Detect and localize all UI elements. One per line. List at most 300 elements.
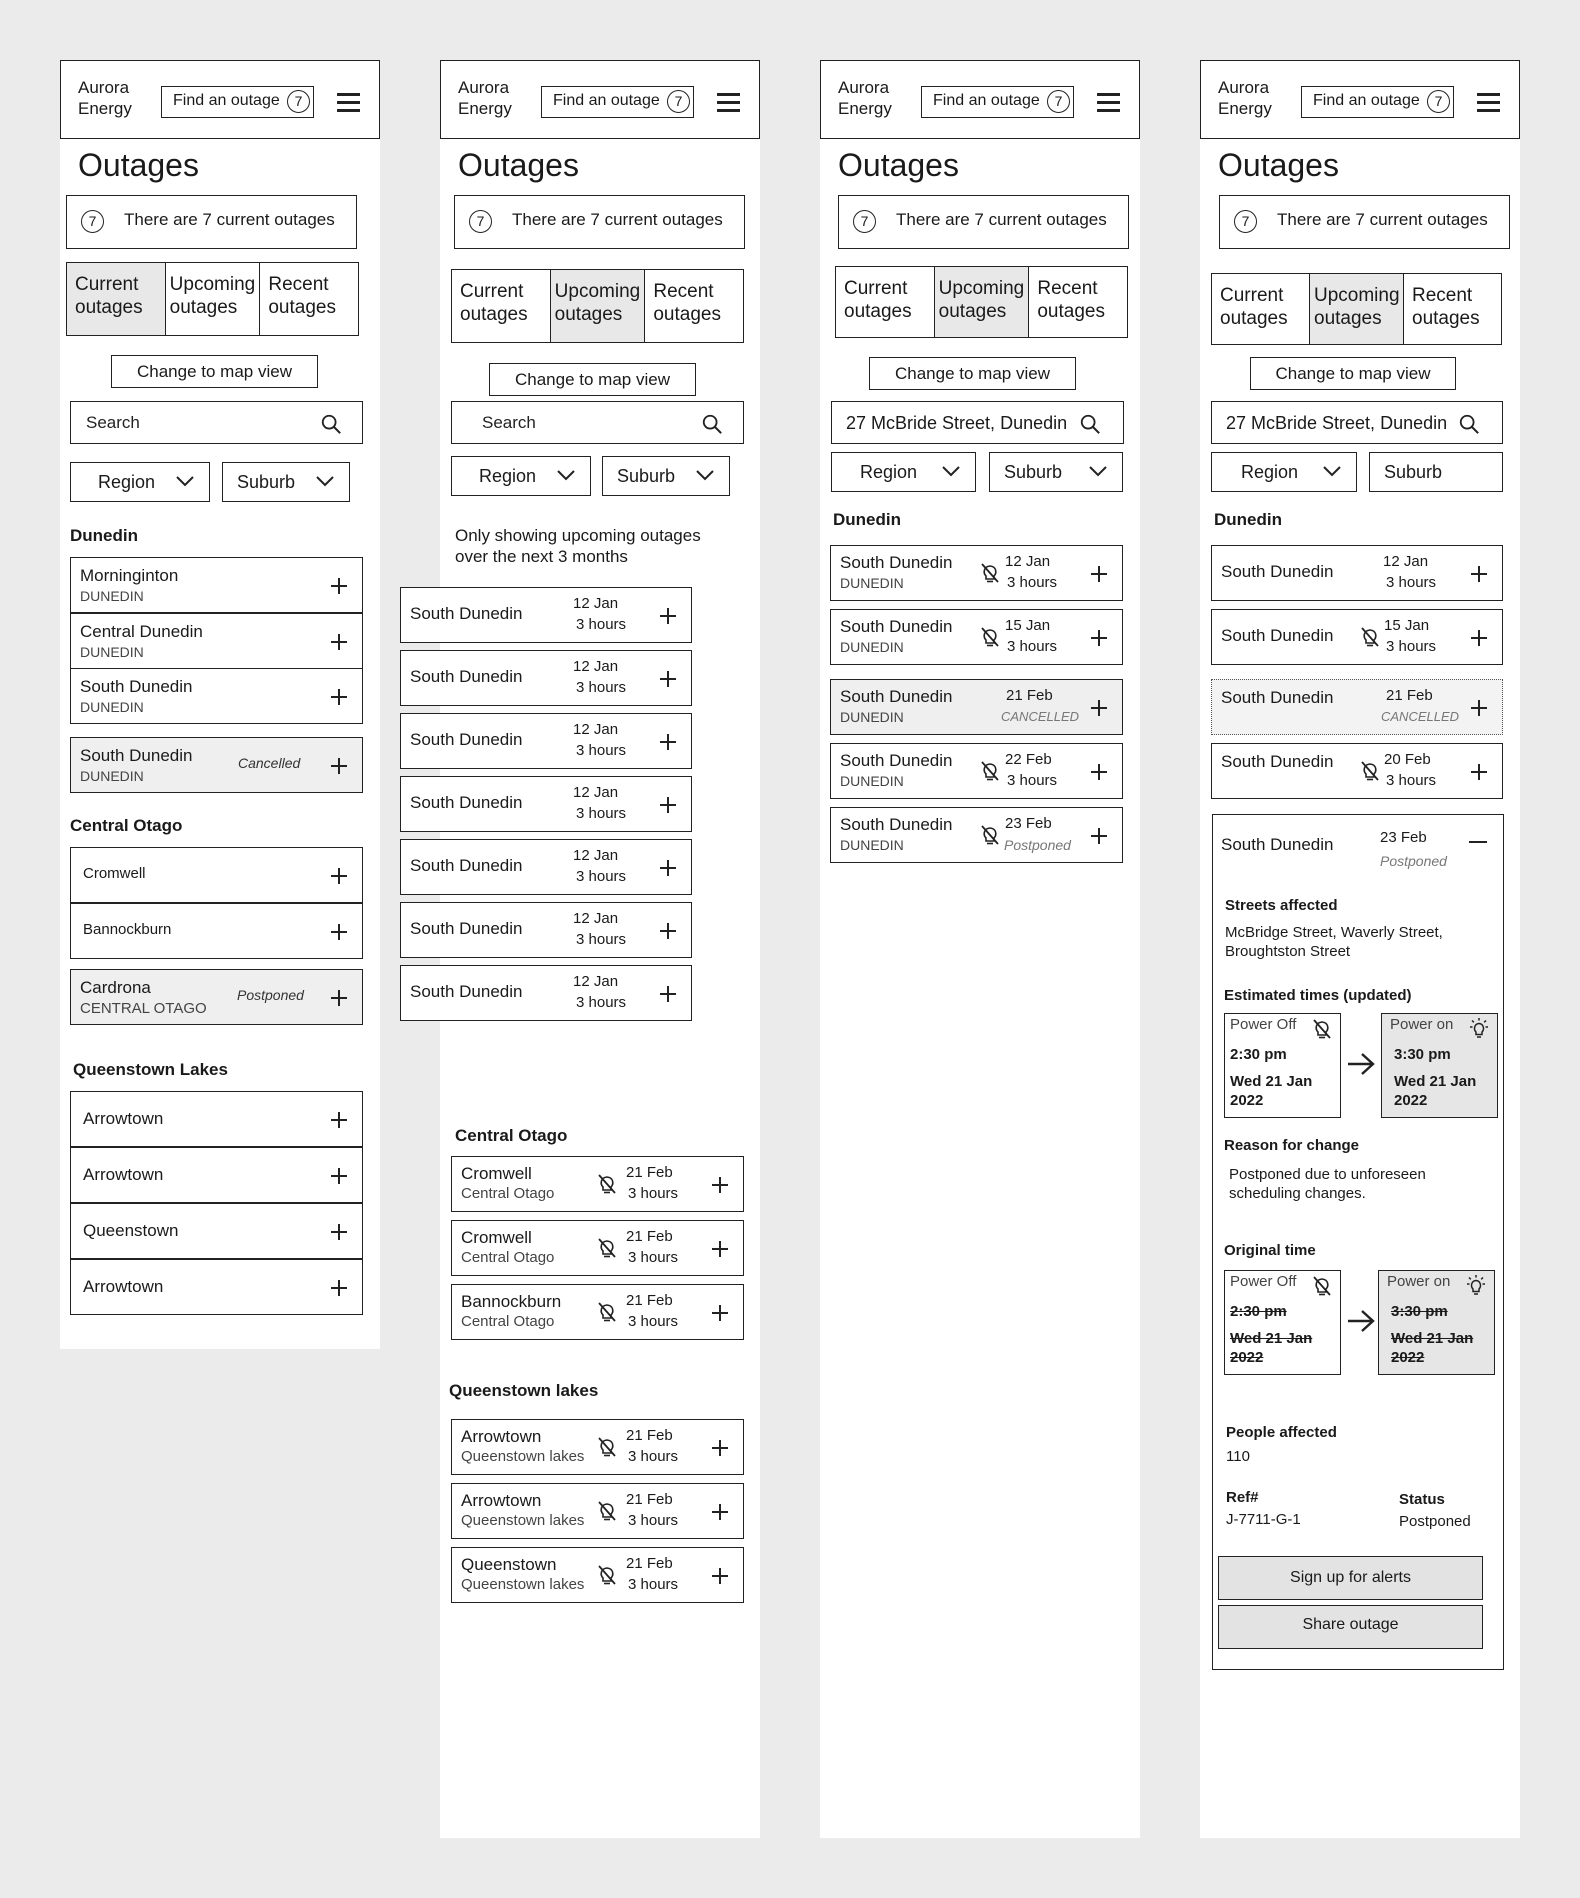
row-date: 21 Feb bbox=[626, 1228, 673, 1245]
expand-plus-icon[interactable] bbox=[1471, 566, 1487, 582]
power-on-icon bbox=[1467, 1017, 1491, 1041]
outage-row-postponed[interactable] bbox=[70, 969, 363, 1025]
outage-row[interactable] bbox=[1211, 545, 1503, 601]
outage-row[interactable] bbox=[400, 587, 692, 643]
map-view-button[interactable]: Change to map view bbox=[111, 355, 318, 388]
expand-plus-icon[interactable] bbox=[712, 1305, 728, 1321]
row-duration: 3 hours bbox=[628, 1512, 679, 1529]
power-off-icon bbox=[1358, 759, 1382, 783]
outage-row[interactable] bbox=[451, 1220, 744, 1276]
sign-up-alerts-button[interactable]: Sign up for alerts bbox=[1218, 1556, 1483, 1600]
ref-label: Ref# bbox=[1226, 1489, 1259, 1506]
app-header bbox=[1200, 60, 1520, 139]
suburb-dropdown[interactable] bbox=[222, 462, 350, 502]
status-label: Status bbox=[1399, 1491, 1445, 1508]
power-off-label: Power Off bbox=[1230, 1016, 1297, 1033]
outage-tabs bbox=[66, 262, 359, 336]
expand-plus-icon[interactable] bbox=[660, 986, 676, 1002]
row-date: 23 Feb bbox=[1005, 815, 1052, 832]
summary-text: There are 7 current outages bbox=[1277, 210, 1488, 229]
power-on-date: Wed 21 Jan 2022 bbox=[1394, 1073, 1477, 1109]
power-on-label: Power on bbox=[1390, 1016, 1454, 1033]
people-affected-label: People affected bbox=[1226, 1424, 1337, 1441]
row-name: Cromwell bbox=[461, 1164, 532, 1183]
outage-row[interactable] bbox=[451, 1284, 744, 1340]
expand-plus-icon[interactable] bbox=[331, 578, 347, 594]
row-name: South Dunedin bbox=[410, 793, 523, 812]
expand-plus-icon[interactable] bbox=[712, 1504, 728, 1520]
outage-count-badge: 7 bbox=[469, 210, 492, 233]
tab-upcoming-outages[interactable]: Upcoming outages bbox=[551, 270, 646, 342]
outage-row[interactable] bbox=[70, 557, 363, 613]
row-duration: 3 hours bbox=[628, 1576, 679, 1593]
original-on-time: 3:30 pm bbox=[1391, 1303, 1448, 1320]
row-name: South Dunedin bbox=[1221, 626, 1334, 645]
outage-count-badge: 7 bbox=[853, 210, 876, 233]
row-name: South Dunedin bbox=[840, 687, 953, 706]
row-name: South Dunedin bbox=[410, 730, 523, 749]
outage-row[interactable] bbox=[830, 743, 1123, 799]
row-region: DUNEDIN bbox=[840, 639, 904, 655]
hamburger-menu-icon[interactable] bbox=[1477, 93, 1500, 112]
expand-plus-icon[interactable] bbox=[660, 671, 676, 687]
row-status: Postponed bbox=[1380, 853, 1447, 869]
row-duration: 3 hours bbox=[1386, 772, 1437, 789]
expand-plus-icon[interactable] bbox=[712, 1241, 728, 1257]
expand-plus-icon[interactable] bbox=[660, 860, 676, 876]
chevron-down-icon bbox=[1322, 464, 1342, 478]
outage-count-badge: 7 bbox=[287, 90, 310, 113]
expand-plus-icon[interactable] bbox=[331, 758, 347, 774]
row-date: 21 Feb bbox=[1386, 687, 1433, 704]
page-title: Outages bbox=[1218, 147, 1339, 183]
row-region: DUNEDIN bbox=[80, 588, 144, 604]
original-off-date: Wed 21 Jan 2022 bbox=[1230, 1330, 1313, 1366]
row-date: 12 Jan bbox=[573, 973, 619, 990]
expand-plus-icon[interactable] bbox=[331, 868, 347, 884]
row-name: South Dunedin bbox=[840, 617, 953, 636]
outage-count-badge: 7 bbox=[1234, 210, 1257, 233]
expand-plus-icon[interactable] bbox=[331, 1168, 347, 1184]
suburb-label: Suburb bbox=[1384, 462, 1443, 482]
outage-row[interactable] bbox=[70, 1147, 363, 1203]
row-status: Postponed bbox=[1004, 837, 1071, 853]
row-region: Queenstown lakes bbox=[461, 1576, 585, 1593]
expand-plus-icon[interactable] bbox=[660, 608, 676, 624]
row-name: Arrowtown bbox=[461, 1427, 542, 1446]
power-off-date: Wed 21 Jan 2022 bbox=[1230, 1073, 1313, 1109]
search-icon[interactable] bbox=[1079, 413, 1101, 435]
row-duration: 3 hours bbox=[1007, 638, 1058, 655]
search-value: 27 McBride Street, Dunedin bbox=[1226, 413, 1448, 433]
row-duration: 3 hours bbox=[628, 1185, 679, 1202]
chevron-down-icon bbox=[695, 468, 715, 482]
row-date: 12 Jan bbox=[1383, 553, 1429, 570]
row-duration: 3 hours bbox=[628, 1448, 679, 1465]
row-duration: 3 hours bbox=[576, 679, 627, 696]
power-off-icon bbox=[595, 1435, 619, 1459]
section-central-otago: Central Otago bbox=[70, 816, 183, 835]
row-name: South Dunedin bbox=[410, 919, 523, 938]
row-name: Arrowtown bbox=[83, 1109, 164, 1128]
chevron-down-icon bbox=[941, 464, 961, 478]
search-placeholder: Search bbox=[482, 413, 536, 432]
power-off-time-value: 2:30 pm bbox=[1230, 1046, 1287, 1063]
summary-text: There are 7 current outages bbox=[124, 210, 335, 229]
map-view-button[interactable]: Change to map view bbox=[869, 357, 1076, 390]
row-name: Cromwell bbox=[461, 1228, 532, 1247]
expand-plus-icon[interactable] bbox=[1471, 764, 1487, 780]
row-name: South Dunedin bbox=[80, 746, 193, 765]
row-name: South Dunedin bbox=[1221, 835, 1334, 854]
estimated-times-label: Estimated times (updated) bbox=[1224, 987, 1412, 1004]
outage-row[interactable] bbox=[70, 1203, 363, 1259]
expand-plus-icon[interactable] bbox=[331, 1280, 347, 1296]
brand-name: Aurora Energy bbox=[78, 78, 132, 118]
screen-outage-detail bbox=[1200, 60, 1520, 1838]
brand-name: Aurora Energy bbox=[458, 78, 512, 118]
streets-affected-label: Streets affected bbox=[1225, 897, 1338, 914]
tab-current-outages[interactable]: Current outages bbox=[1212, 274, 1310, 344]
row-duration: 3 hours bbox=[1386, 574, 1437, 591]
outage-count-badge: 7 bbox=[667, 90, 690, 113]
row-name: Bannockburn bbox=[83, 921, 172, 938]
row-duration: 3 hours bbox=[1007, 574, 1058, 591]
find-outage-button[interactable] bbox=[1301, 86, 1454, 118]
row-date: 20 Feb bbox=[1384, 751, 1431, 768]
region-label: Region bbox=[479, 466, 537, 486]
outage-tabs bbox=[451, 269, 744, 343]
outage-row-postponed[interactable] bbox=[830, 807, 1123, 863]
find-outage-label: Find an outage bbox=[933, 92, 1040, 109]
row-region: DUNEDIN bbox=[80, 644, 144, 660]
row-date: 12 Jan bbox=[573, 721, 619, 738]
row-name: South Dunedin bbox=[80, 677, 193, 696]
row-name: South Dunedin bbox=[840, 751, 953, 770]
row-date: 12 Jan bbox=[573, 910, 619, 927]
outage-row[interactable] bbox=[830, 609, 1123, 665]
section-queenstown-lakes: Queenstown Lakes bbox=[73, 1060, 228, 1079]
row-name: South Dunedin bbox=[1221, 752, 1334, 771]
tab-recent-outages[interactable]: Recent outages bbox=[268, 274, 336, 318]
row-name: South Dunedin bbox=[1221, 688, 1334, 707]
row-name: South Dunedin bbox=[410, 856, 523, 875]
power-on-time-value: 3:30 pm bbox=[1394, 1046, 1451, 1063]
app-header bbox=[820, 60, 1140, 139]
row-date: 21 Feb bbox=[626, 1427, 673, 1444]
outage-row[interactable] bbox=[400, 776, 692, 832]
row-name: Arrowtown bbox=[83, 1165, 164, 1184]
outage-row[interactable] bbox=[830, 545, 1123, 601]
outage-row[interactable] bbox=[1211, 743, 1503, 799]
region-label: Region bbox=[98, 472, 156, 492]
hamburger-menu-icon[interactable] bbox=[337, 93, 360, 112]
row-name: Cardrona bbox=[80, 978, 151, 997]
row-date: 12 Jan bbox=[573, 658, 619, 675]
row-region: Central Otago bbox=[461, 1185, 555, 1202]
row-name: Cromwell bbox=[83, 865, 146, 882]
expand-plus-icon[interactable] bbox=[712, 1440, 728, 1456]
power-on-icon bbox=[1464, 1274, 1488, 1298]
outage-row[interactable] bbox=[400, 965, 692, 1021]
outage-row[interactable] bbox=[451, 1547, 744, 1603]
tab-upcoming-outages[interactable]: Upcoming outages bbox=[166, 263, 261, 335]
row-status: CANCELLED bbox=[1381, 709, 1460, 724]
region-dropdown[interactable] bbox=[70, 462, 210, 502]
brand-name: Aurora Energy bbox=[1218, 78, 1272, 118]
row-name: South Dunedin bbox=[410, 667, 523, 686]
power-on-label: Power on bbox=[1387, 1273, 1451, 1290]
chevron-down-icon bbox=[315, 474, 335, 488]
expand-plus-icon[interactable] bbox=[1091, 828, 1107, 844]
row-date: 21 Feb bbox=[626, 1292, 673, 1309]
row-region: Central Otago bbox=[461, 1313, 555, 1330]
outage-row[interactable] bbox=[451, 1419, 744, 1475]
expand-plus-icon[interactable] bbox=[331, 1112, 347, 1128]
row-duration: 3 hours bbox=[576, 742, 627, 759]
search-input[interactable] bbox=[70, 401, 363, 444]
row-duration: 3 hours bbox=[576, 868, 627, 885]
page-title: Outages bbox=[458, 147, 579, 183]
row-duration: 3 hours bbox=[576, 616, 627, 633]
expand-plus-icon[interactable] bbox=[331, 634, 347, 650]
region-dropdown[interactable] bbox=[1211, 452, 1357, 492]
expand-plus-icon[interactable] bbox=[331, 689, 347, 705]
power-off-icon bbox=[978, 561, 1002, 585]
outage-row-cancelled[interactable] bbox=[830, 679, 1123, 735]
outage-summary bbox=[838, 195, 1129, 249]
suburb-label: Suburb bbox=[237, 472, 296, 492]
search-input[interactable] bbox=[1211, 401, 1503, 444]
expand-plus-icon[interactable] bbox=[712, 1177, 728, 1193]
row-region: CENTRAL OTAGO bbox=[80, 1000, 207, 1017]
upcoming-note: Only showing upcoming outages over the next 3 months bbox=[455, 526, 701, 566]
outage-row[interactable] bbox=[70, 668, 363, 724]
streets-affected: McBridge Street, Waverly Street, Broughtston Street bbox=[1225, 924, 1443, 960]
row-date: 12 Jan bbox=[1005, 553, 1051, 570]
row-status: Cancelled bbox=[238, 755, 301, 771]
outage-summary bbox=[66, 195, 357, 249]
row-date: 15 Jan bbox=[1005, 617, 1051, 634]
share-outage-button[interactable]: Share outage bbox=[1218, 1605, 1483, 1649]
brand-name: Aurora Energy bbox=[838, 78, 892, 118]
find-outage-button[interactable] bbox=[921, 86, 1074, 118]
outage-summary bbox=[1219, 195, 1510, 249]
row-duration: 3 hours bbox=[628, 1249, 679, 1266]
search-input[interactable] bbox=[831, 401, 1124, 444]
row-region: DUNEDIN bbox=[80, 699, 144, 715]
expand-plus-icon[interactable] bbox=[660, 734, 676, 750]
expand-plus-icon[interactable] bbox=[660, 797, 676, 813]
original-off-time: 2:30 pm bbox=[1230, 1303, 1287, 1320]
expand-plus-icon[interactable] bbox=[331, 924, 347, 940]
expand-plus-icon[interactable] bbox=[1471, 630, 1487, 646]
suburb-field[interactable] bbox=[1369, 452, 1503, 492]
expand-plus-icon[interactable] bbox=[1091, 764, 1107, 780]
chevron-down-icon bbox=[1088, 464, 1108, 478]
find-outage-button[interactable] bbox=[541, 86, 694, 118]
search-icon[interactable] bbox=[1458, 413, 1480, 435]
page-title: Outages bbox=[78, 147, 199, 183]
outage-row[interactable] bbox=[400, 650, 692, 706]
chevron-down-icon bbox=[556, 468, 576, 482]
screen-search-results bbox=[820, 60, 1140, 1838]
original-power-on-time bbox=[1378, 1270, 1495, 1375]
tab-recent-outages[interactable]: Recent outages bbox=[1037, 278, 1105, 322]
ref-value: J-7711-G-1 bbox=[1226, 1511, 1301, 1528]
find-outage-label: Find an outage bbox=[553, 92, 660, 109]
expand-plus-icon[interactable] bbox=[660, 923, 676, 939]
outage-row[interactable] bbox=[400, 902, 692, 958]
row-name: Central Dunedin bbox=[80, 622, 203, 641]
tab-upcoming-outages[interactable]: Upcoming outages bbox=[1310, 274, 1404, 344]
row-date: 12 Jan bbox=[573, 784, 619, 801]
row-region: DUNEDIN bbox=[80, 768, 144, 784]
expand-plus-icon[interactable] bbox=[331, 990, 347, 1006]
map-view-button[interactable]: Change to map view bbox=[1250, 357, 1456, 390]
row-status: Postponed bbox=[237, 987, 304, 1003]
suburb-dropdown[interactable] bbox=[989, 452, 1123, 492]
search-value: 27 McBride Street, Dunedin bbox=[846, 413, 1068, 433]
outage-row-cancelled[interactable] bbox=[1211, 679, 1503, 735]
hamburger-menu-icon[interactable] bbox=[1097, 93, 1120, 112]
power-off-icon bbox=[595, 1563, 619, 1587]
power-off-time bbox=[1224, 1013, 1341, 1118]
search-icon[interactable] bbox=[701, 413, 723, 435]
original-power-off-time bbox=[1224, 1270, 1341, 1375]
find-outage-button[interactable] bbox=[161, 86, 314, 118]
suburb-dropdown[interactable] bbox=[602, 456, 730, 496]
outage-row[interactable] bbox=[70, 903, 363, 959]
row-region: DUNEDIN bbox=[840, 837, 904, 853]
row-name: Morninginton bbox=[80, 566, 179, 585]
power-off-icon bbox=[595, 1499, 619, 1523]
row-date: 21 Feb bbox=[626, 1164, 673, 1181]
outage-row[interactable] bbox=[70, 1259, 363, 1315]
arrow-right-icon bbox=[1346, 1051, 1376, 1077]
outage-tabs bbox=[1211, 273, 1502, 345]
arrow-right-icon bbox=[1346, 1308, 1376, 1334]
region-dropdown[interactable] bbox=[451, 456, 591, 496]
app-header bbox=[440, 60, 760, 139]
row-duration: 3 hours bbox=[576, 994, 627, 1011]
reason-label: Reason for change bbox=[1224, 1137, 1360, 1154]
power-off-label: Power Off bbox=[1230, 1273, 1297, 1290]
tab-current-outages[interactable]: Current outages bbox=[452, 270, 551, 342]
section-queenstown-lakes: Queenstown lakes bbox=[449, 1381, 599, 1400]
power-off-icon bbox=[595, 1172, 619, 1196]
row-duration: 3 hours bbox=[1386, 638, 1437, 655]
screen-upcoming-outages bbox=[410, 60, 760, 1838]
original-on-date: Wed 21 Jan 2022 bbox=[1391, 1330, 1474, 1366]
outage-row[interactable] bbox=[451, 1156, 744, 1212]
search-icon[interactable] bbox=[320, 413, 342, 435]
section-dunedin: Dunedin bbox=[1214, 510, 1282, 529]
summary-text: There are 7 current outages bbox=[512, 210, 723, 229]
outage-row[interactable] bbox=[1211, 609, 1503, 665]
tab-recent-outages[interactable]: Recent outages bbox=[1412, 285, 1480, 329]
row-name: South Dunedin bbox=[840, 815, 953, 834]
outage-row[interactable] bbox=[70, 1091, 363, 1147]
collapse-minus-icon[interactable] bbox=[1469, 841, 1487, 843]
row-date: 21 Feb bbox=[626, 1491, 673, 1508]
row-duration: 3 hours bbox=[576, 931, 627, 948]
power-off-icon bbox=[1310, 1017, 1334, 1041]
power-off-icon bbox=[1310, 1274, 1334, 1298]
outage-row-cancelled[interactable] bbox=[70, 737, 363, 793]
row-region: DUNEDIN bbox=[840, 709, 904, 725]
expand-plus-icon[interactable] bbox=[1091, 630, 1107, 646]
find-outage-label: Find an outage bbox=[1313, 92, 1420, 109]
row-name: Arrowtown bbox=[83, 1277, 164, 1296]
tab-current-outages[interactable]: Current outages bbox=[67, 263, 166, 335]
hamburger-menu-icon[interactable] bbox=[717, 93, 740, 112]
expand-plus-icon[interactable] bbox=[1091, 566, 1107, 582]
row-name: Arrowtown bbox=[461, 1491, 542, 1510]
expand-plus-icon[interactable] bbox=[1471, 700, 1487, 716]
power-off-icon bbox=[1358, 625, 1382, 649]
tab-upcoming-outages[interactable]: Upcoming outages bbox=[935, 267, 1030, 337]
chevron-down-icon bbox=[175, 474, 195, 488]
row-date: 23 Feb bbox=[1380, 829, 1427, 846]
section-central-otago: Central Otago bbox=[455, 1126, 568, 1145]
find-outage-label: Find an outage bbox=[173, 92, 280, 109]
outage-detail-card bbox=[1212, 814, 1504, 1670]
outage-count-badge: 7 bbox=[81, 210, 104, 233]
tab-current-outages[interactable]: Current outages bbox=[836, 267, 935, 337]
row-duration: 3 hours bbox=[576, 805, 627, 822]
power-off-icon bbox=[978, 823, 1002, 847]
row-region: Central Otago bbox=[461, 1249, 555, 1266]
outage-row[interactable] bbox=[451, 1483, 744, 1539]
app-header bbox=[60, 60, 380, 139]
expand-plus-icon[interactable] bbox=[331, 1224, 347, 1240]
power-off-icon bbox=[978, 625, 1002, 649]
outage-count-badge: 7 bbox=[1427, 90, 1450, 113]
search-placeholder: Search bbox=[86, 413, 140, 432]
row-name: South Dunedin bbox=[410, 604, 523, 623]
outage-count-badge: 7 bbox=[1047, 90, 1070, 113]
row-name: Bannockburn bbox=[461, 1292, 562, 1311]
map-view-button[interactable]: Change to map view bbox=[489, 363, 696, 396]
outage-row[interactable] bbox=[400, 713, 692, 769]
row-region: Queenstown lakes bbox=[461, 1448, 585, 1465]
row-name: Queenstown bbox=[83, 1221, 179, 1240]
row-date: 12 Jan bbox=[573, 595, 619, 612]
outage-row[interactable] bbox=[70, 847, 363, 903]
expand-plus-icon[interactable] bbox=[712, 1568, 728, 1584]
row-duration: 3 hours bbox=[628, 1313, 679, 1330]
region-label: Region bbox=[860, 462, 918, 482]
row-name: South Dunedin bbox=[840, 553, 953, 572]
row-region: DUNEDIN bbox=[840, 575, 904, 591]
original-time-label: Original time bbox=[1224, 1242, 1316, 1259]
region-dropdown[interactable] bbox=[831, 452, 976, 492]
power-off-icon bbox=[595, 1236, 619, 1260]
expand-plus-icon[interactable] bbox=[1091, 700, 1107, 716]
tab-recent-outages[interactable]: Recent outages bbox=[653, 281, 721, 325]
search-input[interactable] bbox=[451, 401, 744, 444]
row-date: 21 Feb bbox=[626, 1555, 673, 1572]
row-name: South Dunedin bbox=[410, 982, 523, 1001]
suburb-label: Suburb bbox=[1004, 462, 1063, 482]
outage-row[interactable] bbox=[70, 613, 363, 669]
row-date: 21 Feb bbox=[1006, 687, 1053, 704]
page-title: Outages bbox=[838, 147, 959, 183]
region-label: Region bbox=[1241, 462, 1299, 482]
suburb-label: Suburb bbox=[617, 466, 676, 486]
outage-row[interactable] bbox=[400, 839, 692, 895]
